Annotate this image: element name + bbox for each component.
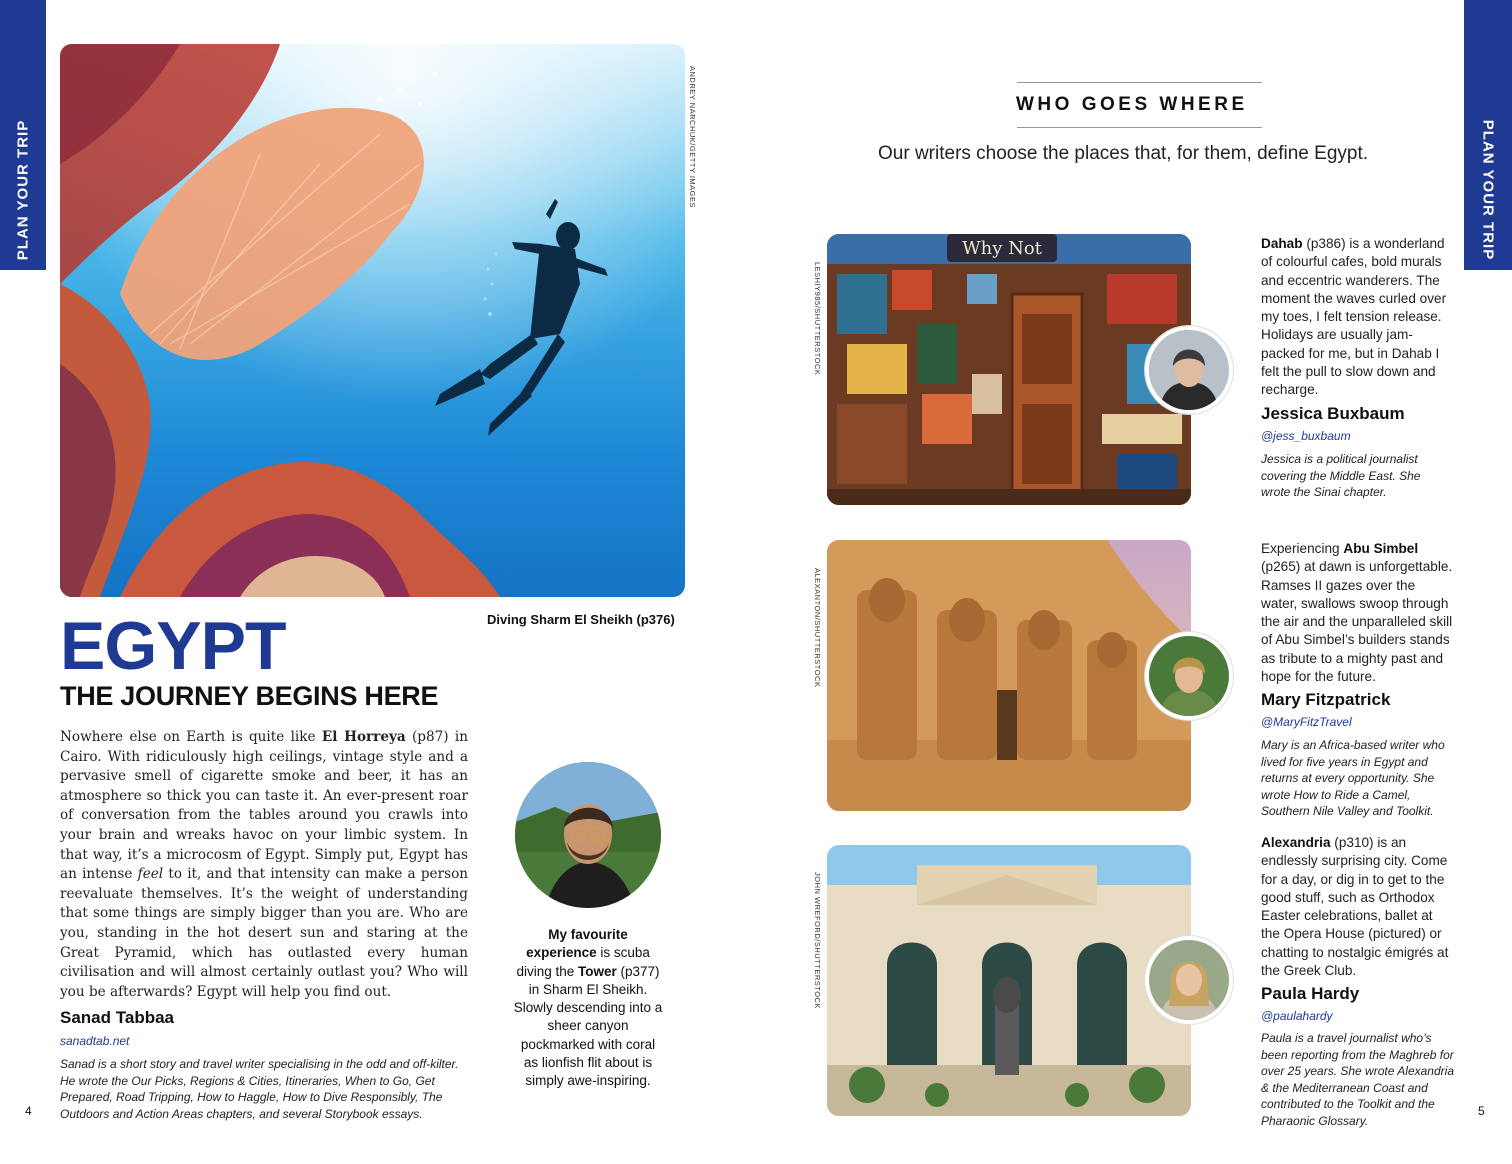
heading-rule-bottom [1017,127,1262,128]
section-subheading: Our writers choose the places that, for them, define Egypt. [878,143,1369,164]
highlight-place: El Horreya [321,729,406,745]
avatar [515,762,661,908]
author-name: Jessica Buxbaum [1261,404,1405,423]
author-name: Paula Hardy [1261,984,1360,1003]
mural-sign-text: Why Not [962,238,1042,259]
intro-body-text: Nowhere else on Earth is quite like El Horreya (p87) in Cairo. With ridiculously high ceilings, vintage style and a pervasive smell of cigarette smoke and beer, it has an atmosphere so thick you can taste it. An ever-present roar of conversation from the tables around you crawls into your brain and wreaks havoc on your limbic system. In that way, it’s a microcosm of Egypt. Simply put, Egypt has an intense feel to it, and that intensity can make a person reevaluate themselves. It’s the weight of understanding that some things are simply bigger than you are. Who are you, standing in the hot desert sun and staring at the Great Pyramid, which has outlasted every human civilisation and will almost certainly outlast you? Who will you be afterwards? Egypt will help you find out. [60,729,469,1000]
author-name: Sanad Tabbaa [60,1008,174,1027]
page-subtitle: THE JOURNEY BEGINS HERE [60,681,439,711]
photo-caption: Diving Sharm El Sheikh (p376) [487,612,675,627]
avatar-illustration [1149,940,1229,1020]
author-handle[interactable]: @paulahardy [1261,1009,1333,1023]
page-number-left: 4 [25,1104,32,1118]
heading-rule-top [1017,82,1262,83]
side-tab-right [1464,0,1512,270]
author-handle[interactable]: @jess_buxbaum [1261,429,1351,443]
dahab-photo-credit: LESHIY985/SHUTTERSTOCK [813,262,822,376]
avatar-illustration [515,762,661,908]
author-bio: Jessica is a political journalist covering the Middle East. She wrote the Sinai chapter. [1261,452,1421,500]
author-bio: Sanad is a short story and travel writer specialising in the odd and off-kilter. He wrote the Our Picks, Regions & Cities, Itineraries, When to Go, Get Prepared, Road Tripping, How to Haggle, How to Dive Responsibly, The Outdoors and Action Areas chapters, and several Storybook essays. [60,1057,459,1121]
side-tab-left [0,0,46,270]
dahab-photo [827,234,1191,505]
abu-simbel-illustration [827,540,1191,811]
avatar-illustration [1149,636,1229,716]
page-number-right: 5 [1478,1104,1485,1118]
diver-illustration [60,44,685,597]
alexandria-photo [827,845,1191,1116]
dahab-mural-illustration [827,234,1191,505]
opera-house-illustration [827,845,1191,1116]
author-bio: Paula is a travel journalist who’s been reporting from the Maghreb for over 25 years. She wrote Alexandria & the Mediterranean Coast and contributed to the Toolkit and the Pharaonic Glossary. [1261,1031,1454,1128]
entry-description: Dahab (p386) is a wonderland of colourful cafes, bold murals and eccentric wanderers. The moment the waves curled over my toes, I felt tension release. Holidays are usually jam-packed for me, but in Dahab I felt the pull to slow down and recharge. [1261,236,1447,398]
avatar [1145,936,1233,1024]
diver-photo-credit: ANDREY NARCHUK/GETTY IMAGES [688,66,697,208]
author-handle[interactable]: @MaryFitzTravel [1261,715,1352,729]
abu-simbel-photo-credit: ALEXANTON/SHUTTERSTOCK [813,568,822,688]
abu-simbel-photo [827,540,1191,811]
avatar [1145,632,1233,720]
favourite-experience: My favourite experience is scuba diving the Tower (p377) in Sharm El Sheikh. Slowly descending into a sheer canyon pockmarked with coral as lionfish flit about is simply awe-inspiring. [513,927,663,1089]
page-title: EGYPT [60,608,286,684]
avatar-illustration [1149,330,1229,410]
author-handle[interactable]: sanadtab.net [60,1034,130,1048]
alexandria-photo-credit: JOHN WREFORD/SHUTTERSTOCK [813,872,822,1009]
author-bio: Mary is an Africa-based writer who lived for five years in Egypt and returns at every opportunity. She wrote How to Ride a Camel, Southern Nile Valley and Toolkit. [1261,738,1445,819]
entry-description: Alexandria (p310) is an endlessly surprising city. Come for a day, or dig in to get to the good stuff, such as Orthodox Easter celebrations, ballet at the Opera House (pictured) or chatting to nostalgic émigrés at the Greek Club. [1261,835,1449,979]
section-heading: WHO GOES WHERE [1016,94,1248,115]
side-tab-label: PLAN YOUR TRIP [1479,119,1497,261]
author-name: Mary Fitzpatrick [1261,690,1391,709]
diver-photo [60,44,685,597]
entry-description: Experiencing Abu Simbel (p265) at dawn is unforgettable. Ramses II gazes over the water, swallows swoop through the air and the unparalleled skill of Abu Simbel’s builders stands as tribute to a mighty past and hope for the future. [1261,541,1453,685]
side-tab-label: PLAN YOUR TRIP [14,119,32,261]
avatar [1145,326,1233,414]
